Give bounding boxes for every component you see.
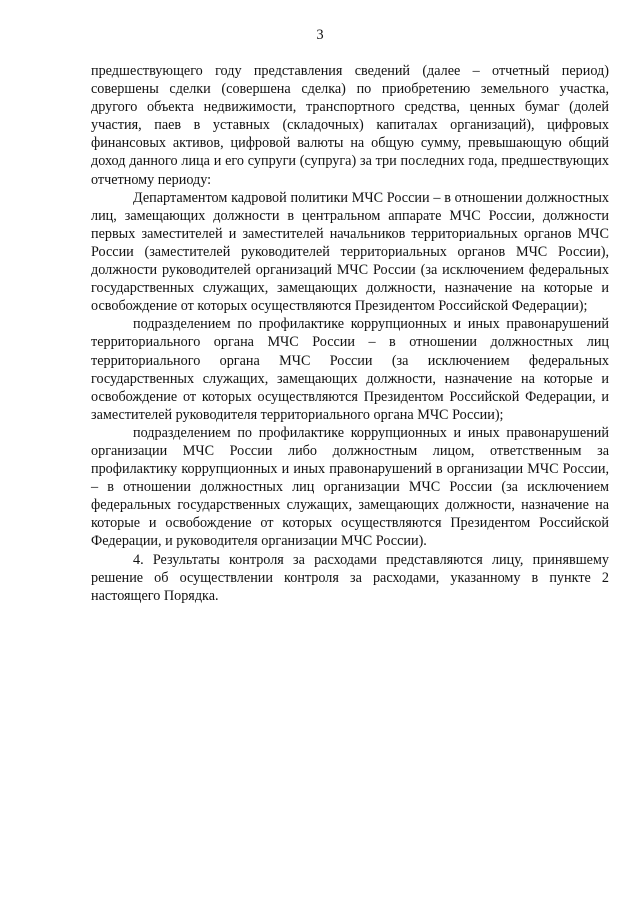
page-number: 3 — [316, 27, 324, 43]
paragraph-1: предшествующего году представления сведений (далее – отчетный период) совершены сделки (совершена сделка) по приобретению земельного участка, другого объекта недвижимости, транспортного средства, ценных бумаг (долей участия, паев в уставных (складочных) капиталах организаций), цифровых финансовых активов, цифровой валюты на общую сумму, превышающую общий доход данного лица и его супруги (супруга) за три последних года, предшествующих отчетному периоду: — [91, 63, 609, 188]
paragraph-2: Департаментом кадровой политики МЧС России – в отношении должностных лиц, замещающих должности в центральном аппарате МЧС России, должности первых заместителей и заместителей начальников территориальных органов МЧС России (заместителей руководителей территориальных органов МЧС России), должности руководителей организаций МЧС России (за исключением федеральных государственных служащих, замещающих должности, назначение на которые и освобождение от которых осуществляются Президентом Российской Федерации); — [91, 189, 609, 315]
document-body — [91, 62, 609, 605]
paragraph-4: подразделением по профилактике коррупционных и иных правонарушений организации МЧС России либо должностным лицом, ответственным за профилактику коррупционных и иных правонарушений в организации МЧС России, – в отношении должностных лиц организации МЧС России (за исключением федеральных государственных служащих, замещающих должности, назначение на которые и освобождение от которых осуществляются Президентом Российской Федерации, и руководителя организации МЧС России). — [91, 424, 609, 550]
paragraph-3: подразделением по профилактике коррупционных и иных правонарушений территориального органа МЧС России – в отношении должностных лиц территориального органа МЧС России (за исключением федеральных государственных служащих, замещающих должности, назначение на которые и освобождение от которых осуществляются Президентом Российской Федерации, и заместителей руководителя территориального органа МЧС России); — [91, 316, 609, 423]
paragraph-5: 4. Результаты контроля за расходами представляются лицу, принявшему решение об осуществлении контроля за расходами, указанному в пункте 2 настоящего Порядка. — [91, 551, 609, 604]
